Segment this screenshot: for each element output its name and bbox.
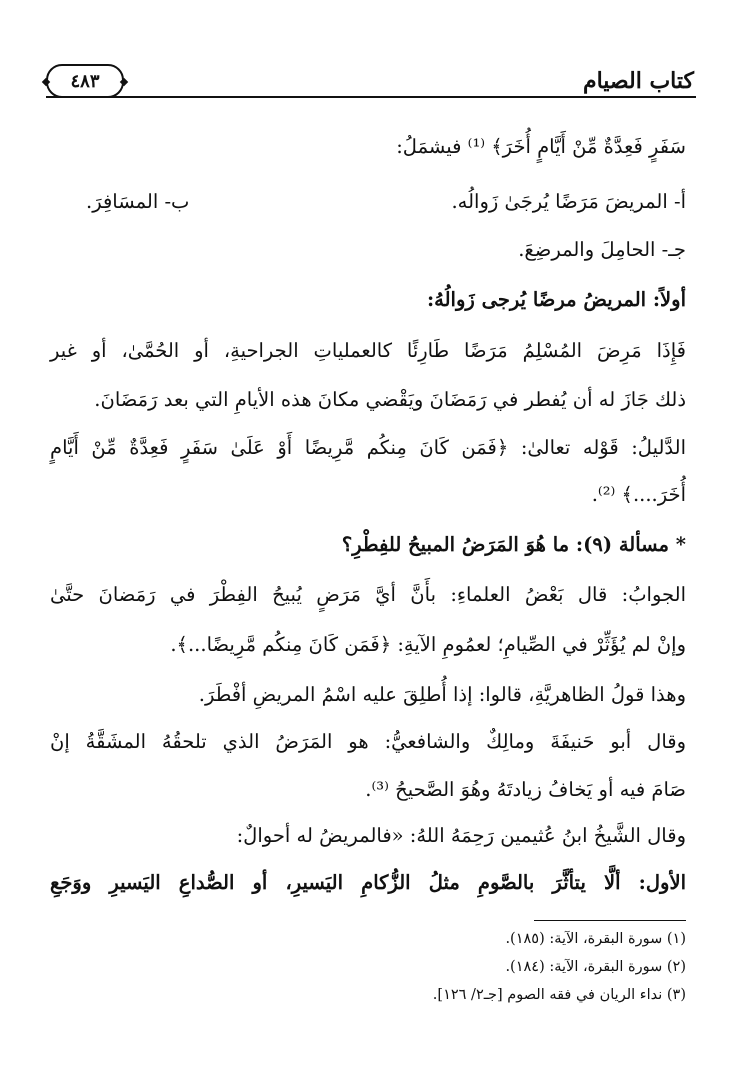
evidence-line: الدَّليلُ: قَوْله تعالىٰ: ﴿فَمَن كَانَ مِنكُم مَّرِيضًا أَوْ عَلَىٰ سَفَرٍ فَعِدَّةٌ مِّنْ أَيَّامٍ <box>50 436 686 459</box>
section-heading: أولاً: المريضُ مرضًا يُرجى زَوالُهُ: <box>426 288 686 311</box>
evidence-line: أُخَرَ....﴾ ⁽²⁾. <box>591 483 686 506</box>
page-number: ٤٨٣ <box>70 70 100 92</box>
question-heading: * مسألة (٩): ما هُوَ المَرَضُ المبيحُ للفِطْرِ؟ <box>341 533 686 556</box>
paragraph-line: وقال أبو حَنيفَةَ ومالِكٌ والشافعيُّ: هو المَرَضُ الذي تلحقُهُ المشَقَّةُ إنْ <box>50 730 686 753</box>
paragraph-line: فَإِذَا مَرِضَ المُسْلِمُ مَرَضًا طَارِئًا كالعملياتِ الجراحيةِ، أو الحُمَّىٰ، أو غير <box>50 339 686 362</box>
paragraph-line: ذلك جَازَ له أن يُفطر في رَمَضَانَ ويَقْضي مكانَ هذه الأيامِ التي بعد رَمَضَانَ. <box>94 388 686 411</box>
chapter-title: كتاب الصيام <box>582 68 694 94</box>
answer-line: وإنْ لم يُؤَثِّرْ في الصِّيامِ؛ لعمُومِ الآيةِ: ﴿فَمَن كَانَ مِنكُم مَّرِيضًا...﴾. <box>170 633 686 656</box>
footnote-1: (١) سورة البقرة، الآية: (١٨٥). <box>505 931 686 947</box>
footnote-rule <box>534 920 686 921</box>
text-line-1: سَفَرٍ فَعِدَّةٌ مِّنْ أَيَّامٍ أُخَرَ﴾ ⁽¹⁾ فيشمَلُ: <box>396 135 686 158</box>
paragraph-line: وهذا قولُ الظاهريَّةِ، قالوا: إذا أُطلِقَ عليه اسْمُ المريضِ أفْطَرَ. <box>198 683 686 706</box>
list-item-a: أ- المريضَ مَرَضًا يُرجَىٰ زَوالُه. <box>451 190 686 213</box>
page-header <box>46 62 696 102</box>
list-item-c: جـ- الحامِلَ والمرضِعَ. <box>518 238 686 261</box>
answer-line: الجوابُ: قال بَعْضُ العلماءِ: بأَنَّ أيَّ مَرَضٍ يُبيحُ الفِطْرَ في رَمَضانَ حتَّىٰ <box>50 583 686 606</box>
footnote-3: (٣) نداء الريان في فقه الصوم [جـ٢/ ١٢٦]. <box>432 987 686 1003</box>
paragraph-line: صَامَ فيه أو يَخافُ زيادتَهُ وهُوَ الصَّحيحُ ⁽³⁾. <box>365 778 686 801</box>
quote-line: الأول: ألَّا يتأثَّرَ بالصَّومِ مثلُ الزُّكامِ اليَسيرِ، أو الصُّداعِ اليَسيرِ ووَجَعِ <box>50 871 686 894</box>
page-number-badge <box>46 64 124 98</box>
header-rule <box>46 96 696 98</box>
quote-line: وقال الشَّيخُ ابنُ عُثيمين رَحِمَهُ اللهُ: «فالمريضُ له أحوالٌ: <box>236 824 686 847</box>
footnote-2: (٢) سورة البقرة، الآية: (١٨٤). <box>505 959 686 975</box>
list-item-b: ب- المسَافِرَ. <box>86 190 190 213</box>
